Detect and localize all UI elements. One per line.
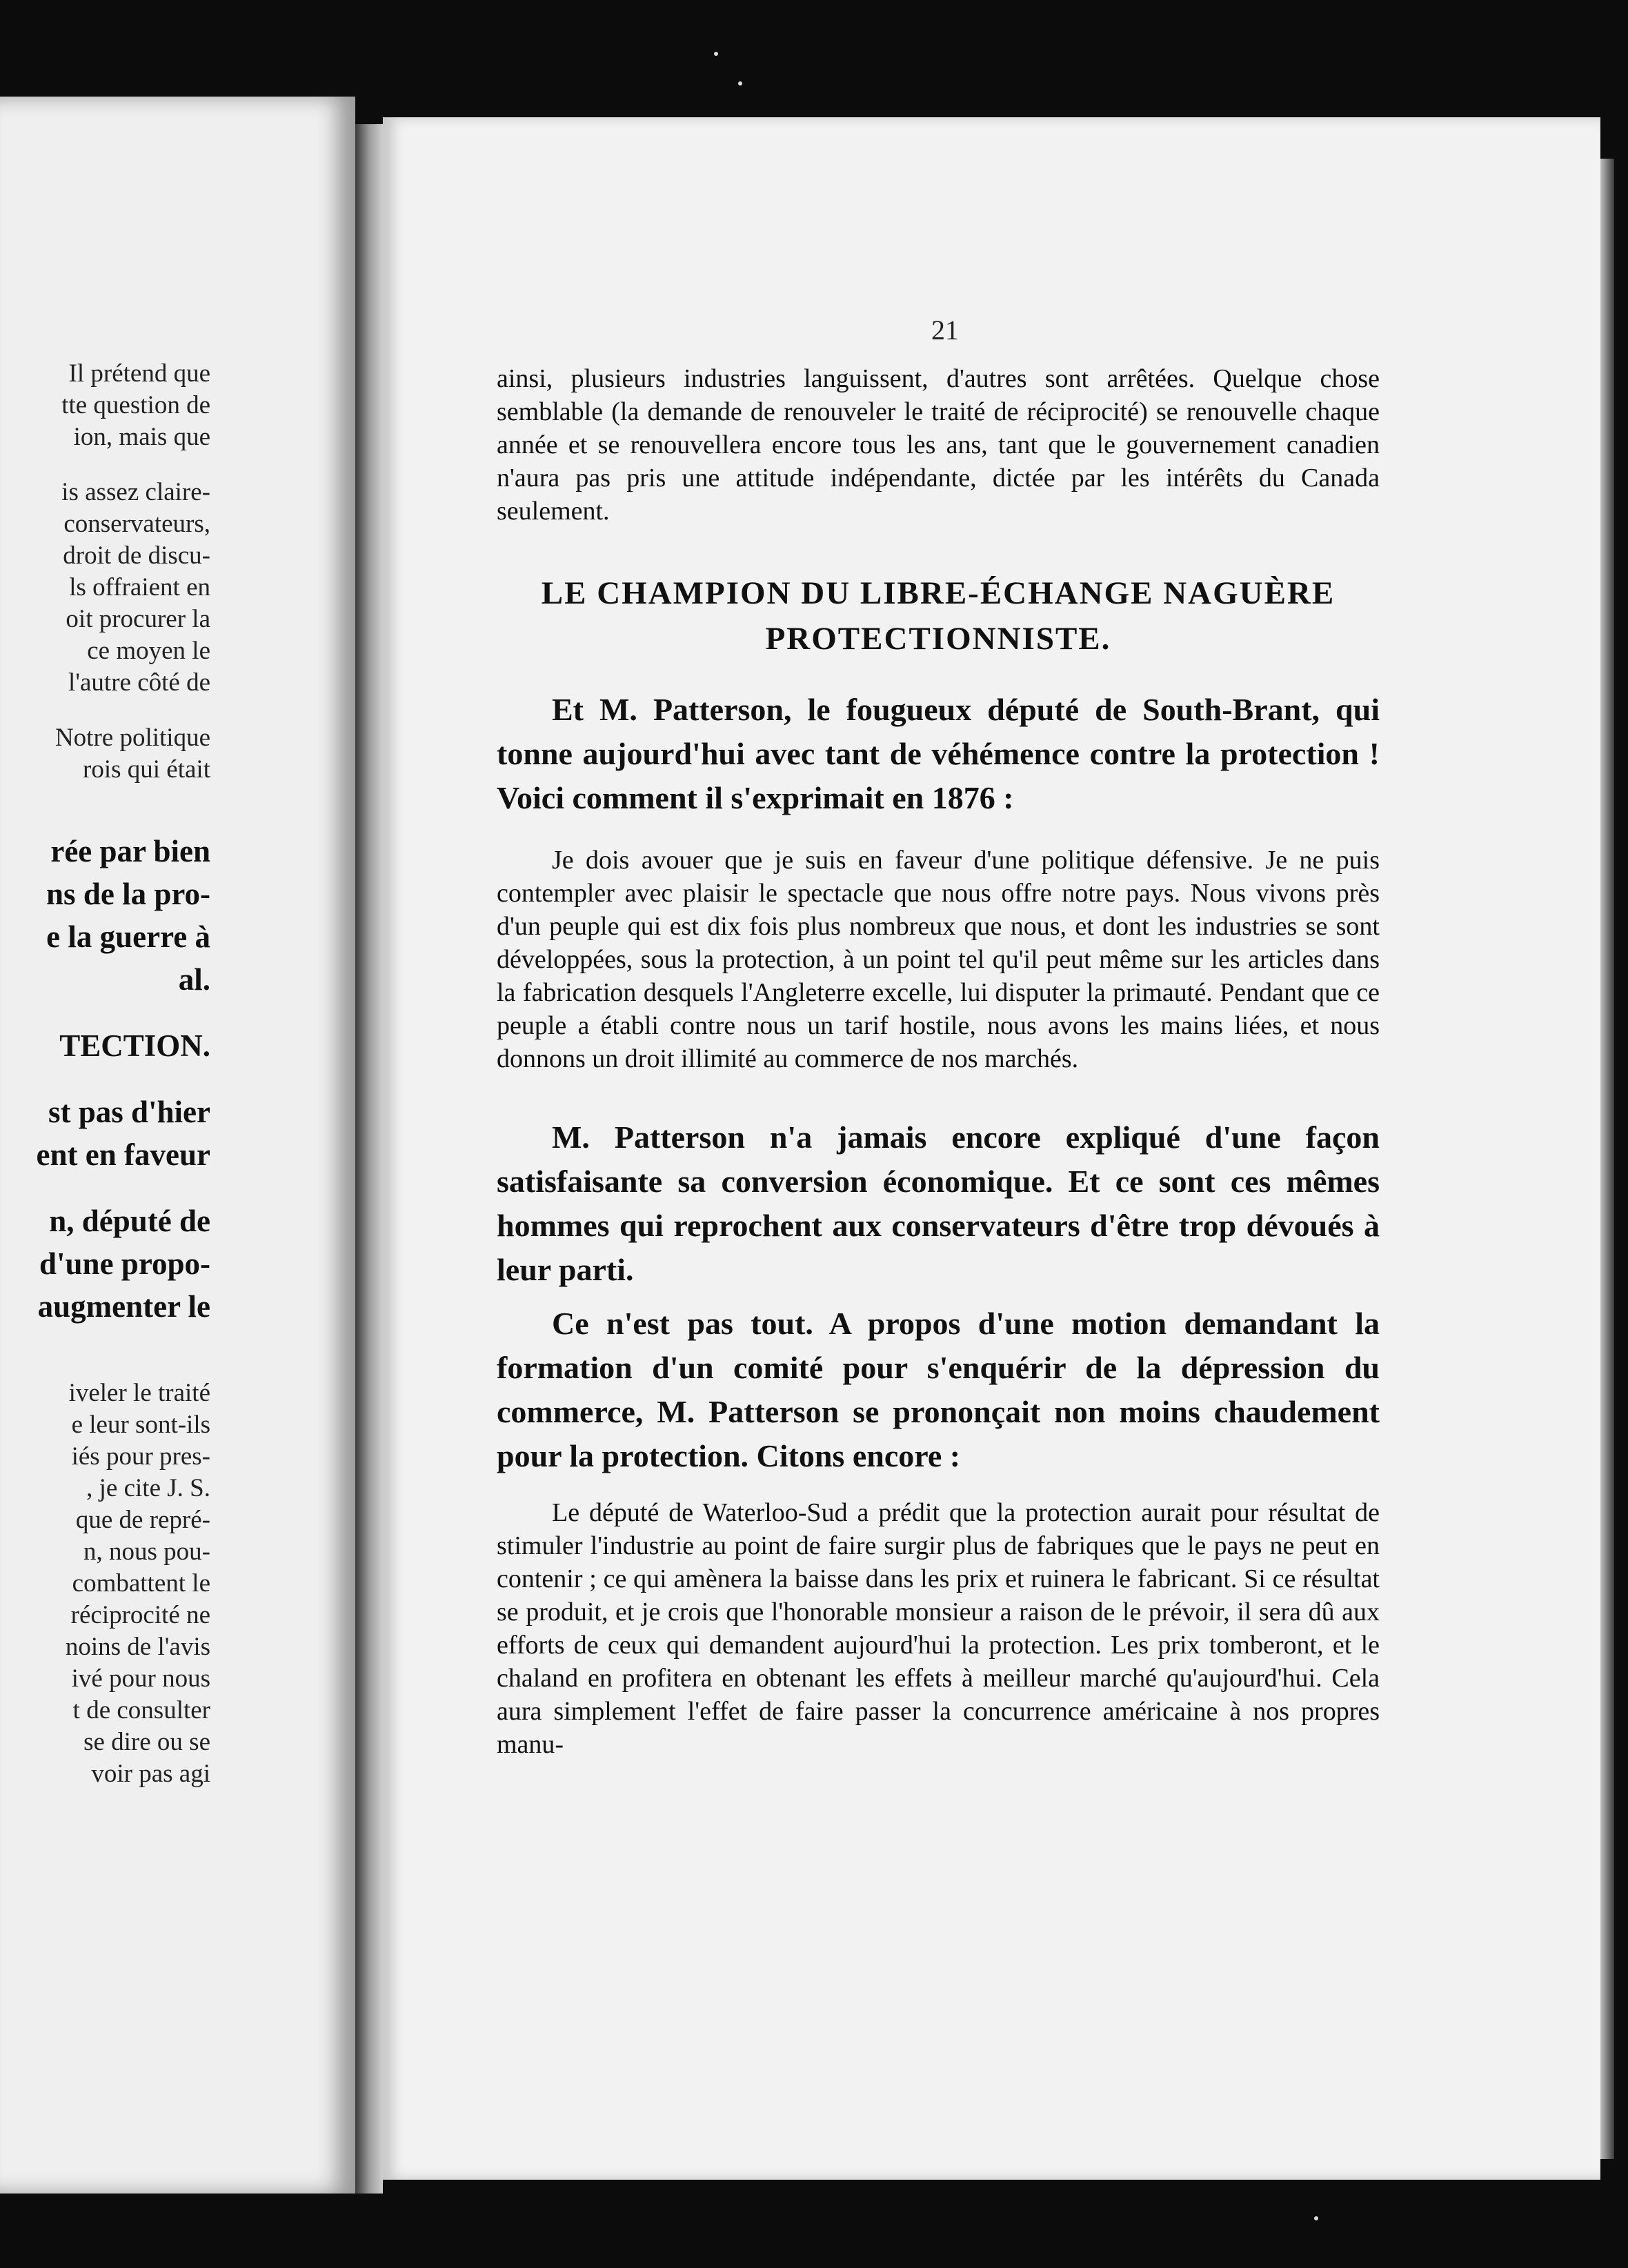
book-gutter <box>355 124 383 2194</box>
left-page-line: ion, mais que <box>73 423 210 451</box>
left-page-line: droit de discu- <box>63 541 210 570</box>
left-page-line: se dire ou se <box>83 1728 210 1756</box>
left-page-line: oit procurer la <box>66 605 210 633</box>
paragraph-conversion: M. Patterson n'a jamais encore expliqué d'une façon satisfaisante sa conversion économique. Et ce sont ces mêmes hommes qui reprochent aux conservateurs d'être trop dévoués à leur parti. <box>497 1120 1380 1287</box>
left-page-line: st pas d'hier <box>48 1095 210 1129</box>
left-page-line: is assez claire- <box>61 478 210 506</box>
left-page-line: ls offraient en <box>69 573 210 601</box>
left-page-line: Notre politique <box>54 724 210 752</box>
left-page-line: Il prétend que <box>68 359 210 388</box>
left-page-line: noins de l'avis <box>65 1633 210 1661</box>
left-page-line: , je cite J. S. <box>86 1474 210 1502</box>
paragraph-patterson-intro: Et M. Patterson, le fougueux député de South-Brant, qui tonne aujourd'hui avec tant de véhémence contre la protection ! Voici comment il s'exprimait en 1876 : <box>497 692 1380 815</box>
left-page-line: ns de la pro- <box>46 877 210 911</box>
left-page-line: n, député de <box>49 1204 210 1238</box>
left-page-line: tte question de <box>61 391 210 419</box>
left-page-line: que de repré- <box>75 1506 210 1534</box>
left-page-line: t de consulter <box>72 1696 210 1724</box>
left-page-line: voir pas agi <box>91 1760 210 1788</box>
left-page-line: TECTION. <box>59 1028 210 1063</box>
left-page-line: augmenter le <box>37 1289 210 1324</box>
left-page-line: e la guerre à <box>46 919 210 954</box>
left-page <box>0 97 355 2194</box>
left-page-line: ivé pour nous <box>71 1664 210 1693</box>
left-page-line: combattent le <box>72 1569 210 1598</box>
left-page-line: ce moyen le <box>87 637 210 665</box>
scan-speck <box>738 81 742 86</box>
left-page-line: ent en faveur <box>36 1137 210 1172</box>
left-page-line: rois qui était <box>83 755 210 784</box>
scan-speck <box>1314 2216 1318 2220</box>
section-heading-line-1: LE CHAMPION DU LIBRE-ÉCHANGE NAGUÈRE <box>541 575 1336 611</box>
left-page-line: d'une propo- <box>39 1246 210 1281</box>
left-page-line: al. <box>178 962 210 997</box>
scan-speck <box>714 52 718 56</box>
left-page-line: conservateurs, <box>63 510 210 538</box>
left-page-line: iés pour pres- <box>71 1442 210 1471</box>
page-number: 21 <box>931 315 959 346</box>
page-content <box>497 362 1380 1761</box>
intro-paragraph: ainsi, plusieurs industries languissent, d'autres sont arrêtées. Quelque chose semblable (la demande de renouveler le traité de réciprocité) se renouvelle chaque année et se renouvellera encore tous les ans, tant que le gouvernement canadien n'aura pas pris une attitude indépendante, dictée par les intérêts du Canada seulement. <box>497 364 1380 526</box>
left-page-line: iveler le traité <box>68 1379 210 1407</box>
section-heading-line-2: PROTECTIONNISTE. <box>765 621 1111 657</box>
quote-waterloo-sud: Le député de Waterloo-Sud a prédit que la protection aurait pour résultat de stimuler l'industrie au point de faire surgir plus de fabriques que le pays ne peut en contenir ; ce qui amènera la baisse dans les prix et ruinera le fabricant. Si ce résultat se produit, et je crois que l'honorable monsieur a raison de le prévoir, il sera dû aux efforts de ceux qui demandent aujourd'hui la protection. Les prix tomberont, et le chaland en profitera en obtenant les effets à meilleur marché qu'aujourd'hui. Cela aura simplement l'effet de faire passer la concurrence américaine à nos propres manu- <box>497 1498 1380 1759</box>
paragraph-motion: Ce n'est pas tout. A propos d'une motion demandant la formation d'un comité pour s'enquérir de la dépression du commerce, M. Patterson se prononçait non moins chaudement pour la protection. Citons encore : <box>497 1306 1380 1473</box>
left-page-line: réciprocité ne <box>70 1601 210 1629</box>
left-page-line: l'autre côté de <box>68 668 210 697</box>
left-page-line: n, nous pou- <box>83 1538 210 1566</box>
left-page-line: e leur sont-ils <box>71 1411 210 1439</box>
left-page-line: rée par bien <box>50 834 210 868</box>
quote-1876: Je dois avouer que je suis en faveur d'une politique défensive. Je ne puis contempler avec plaisir le spectacle que nous offre notre pays. Nous vivons près d'un peuple qui est dix fois plus nombreux que nous, et dont les industries se sont développées, sous la protection, à un point tel qu'il peut même sur les articles dans la fabrication desquels l'Angleterre excelle, lui disputer la primauté. Pendant que ce peuple a établi contre nous un tarif hostile, nous avons les mains liées, et nous donnons un droit illimité au commerce de nos marchés. <box>497 846 1380 1073</box>
page-edge <box>1600 159 1614 2159</box>
